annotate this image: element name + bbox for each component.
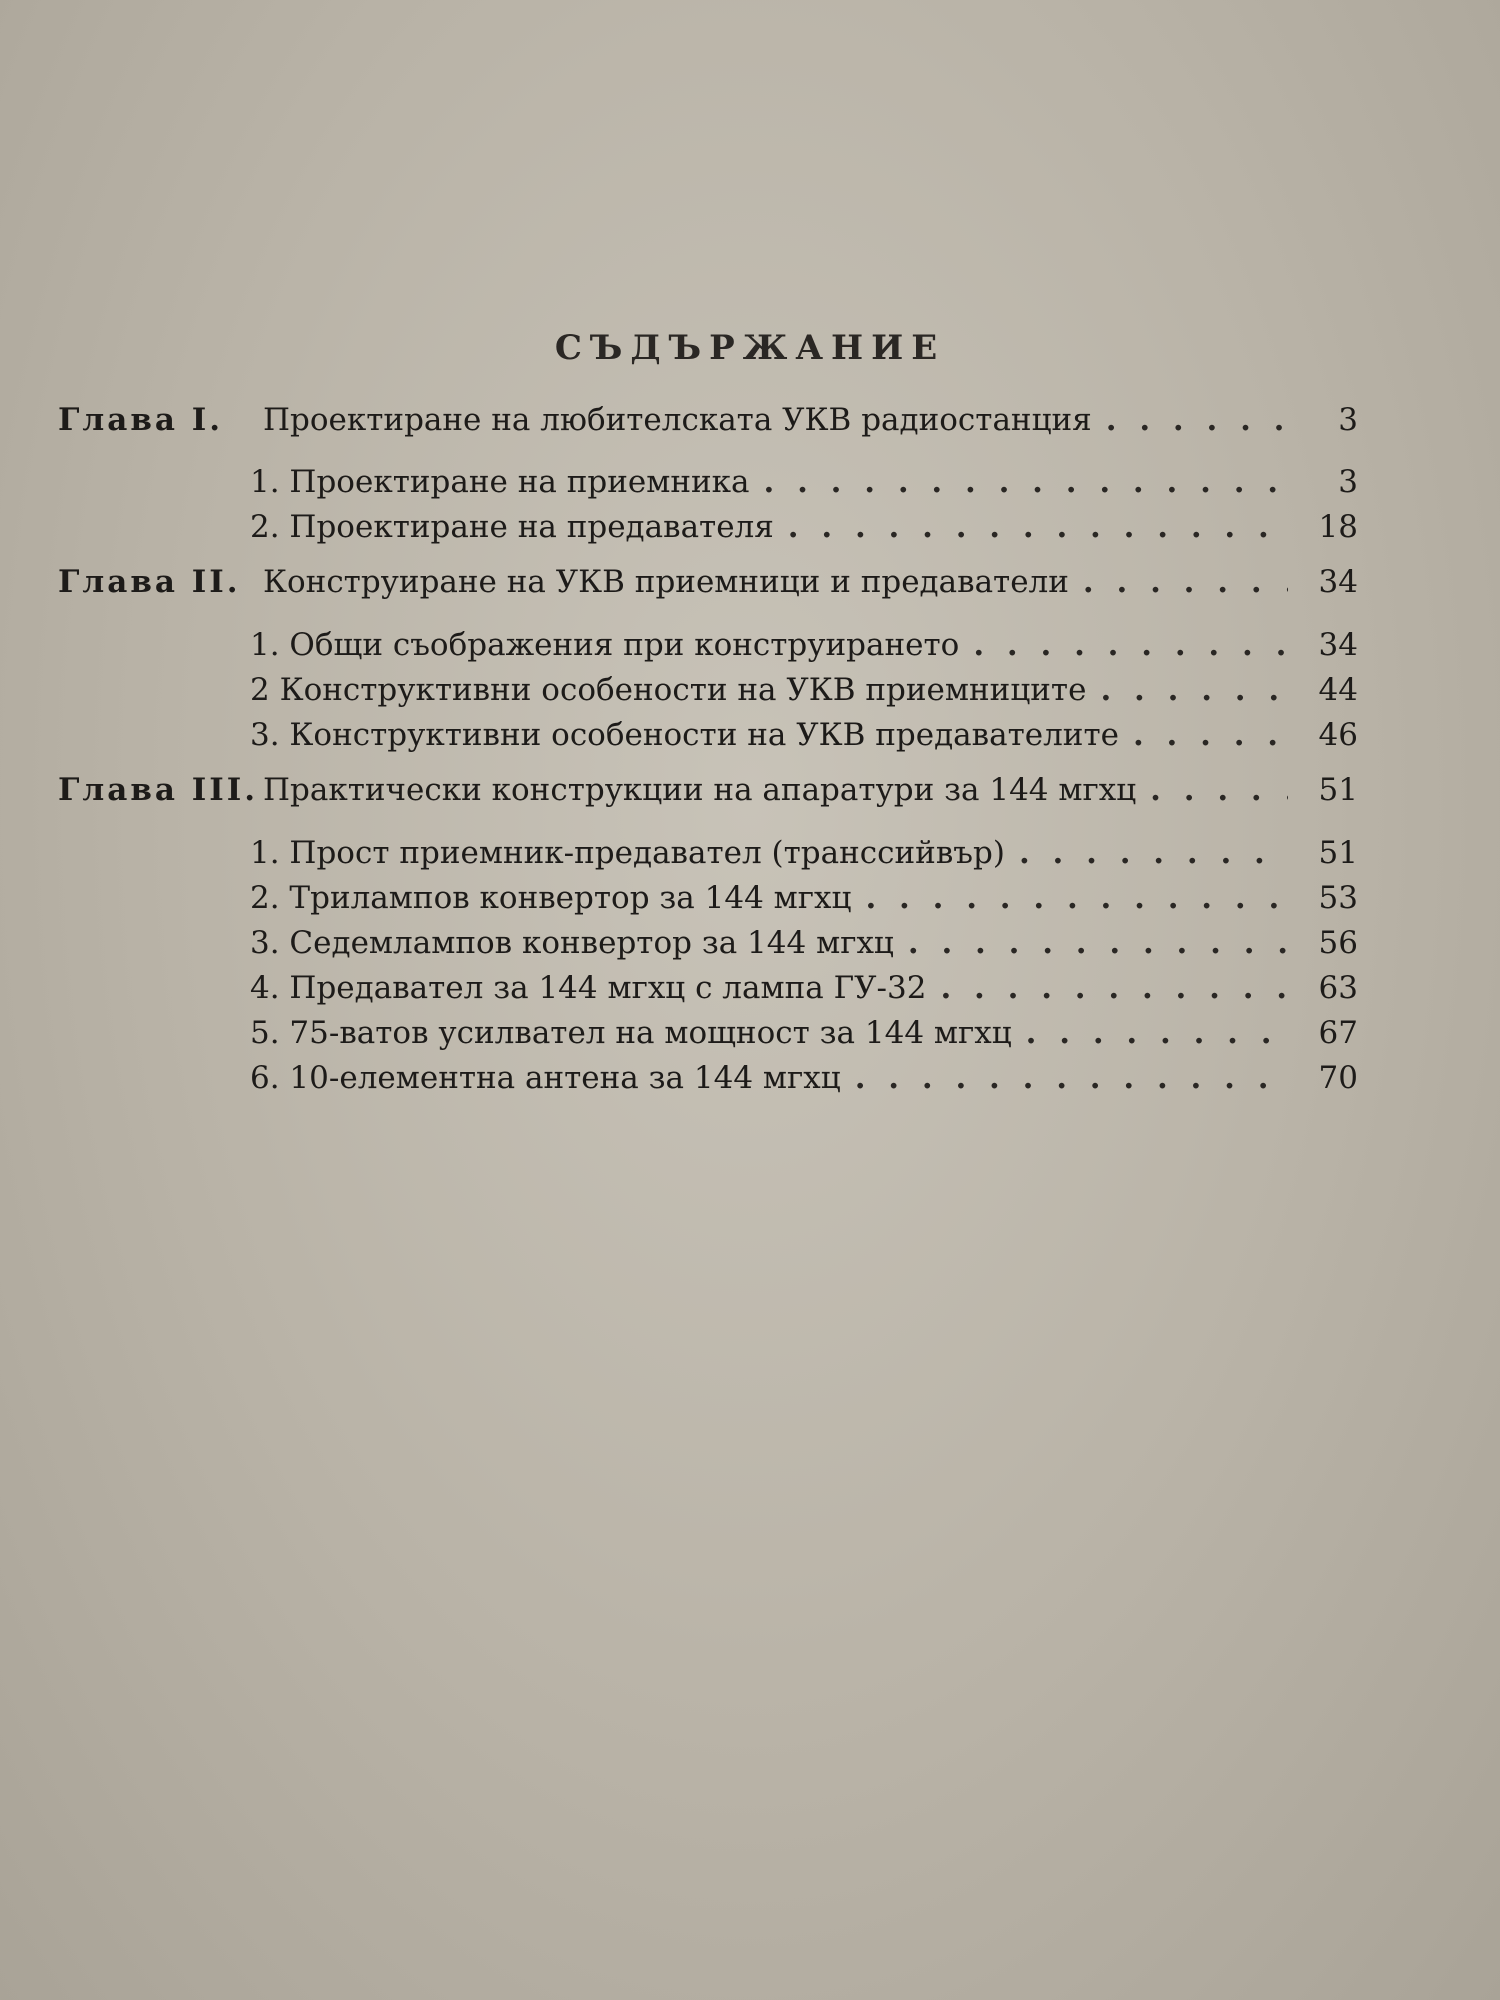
dot-leader xyxy=(1086,670,1288,710)
dot-leader xyxy=(750,462,1289,502)
section-title: 1. Общи съображения при конструирането xyxy=(250,627,960,663)
page-number: 46 xyxy=(1318,717,1358,753)
page-number: 3 xyxy=(1338,402,1358,438)
toc-section-3-5 xyxy=(250,1013,1358,1053)
dot-leader xyxy=(774,507,1288,547)
toc-chapter-2 xyxy=(58,562,1358,602)
dot-leader xyxy=(1119,715,1288,755)
toc-chapter-1 xyxy=(58,400,1358,440)
page-number: 53 xyxy=(1318,880,1358,916)
page-number: 67 xyxy=(1318,1015,1358,1051)
dot-leader xyxy=(851,878,1288,918)
page-number: 18 xyxy=(1318,509,1358,545)
toc-chapter-3 xyxy=(58,770,1358,810)
dot-leader xyxy=(1092,400,1288,440)
page-number: 63 xyxy=(1318,970,1358,1006)
toc-section-1-1 xyxy=(250,462,1358,502)
toc-section-2-1 xyxy=(250,625,1358,665)
toc-section-2-2 xyxy=(250,670,1358,710)
page-number: 34 xyxy=(1318,564,1358,600)
toc-section-3-1 xyxy=(250,833,1358,873)
section-title: 3. Конструктивни особености на УКВ предавателите xyxy=(250,717,1119,753)
dot-leader xyxy=(959,625,1288,665)
chapter-title: Проектиране на любителската УКВ радиостанция xyxy=(263,402,1092,438)
dot-leader xyxy=(841,1058,1288,1098)
page-number: 70 xyxy=(1318,1060,1358,1096)
section-title: 2 Конструктивни особености на УКВ приемниците xyxy=(250,672,1087,708)
chapter-label: Глава III. xyxy=(58,772,259,808)
toc-section-1-2 xyxy=(250,507,1358,547)
chapter-title: Практически конструкции на апаратури за 144 мгхц xyxy=(263,772,1137,808)
page-number: 51 xyxy=(1318,835,1358,871)
dot-leader xyxy=(1012,1013,1288,1053)
toc-section-3-2 xyxy=(250,878,1358,918)
chapter-label: Глава I. xyxy=(58,402,224,438)
page-number: 51 xyxy=(1318,772,1358,808)
dot-leader xyxy=(926,968,1288,1008)
dot-leader xyxy=(1005,833,1288,873)
dot-leader xyxy=(894,923,1288,963)
section-title: 4. Предавател за 144 мгхц с лампа ГУ-32 xyxy=(250,970,927,1006)
section-title: 1. Проектиране на приемника xyxy=(250,464,750,500)
page-number: 34 xyxy=(1318,627,1358,663)
page-number: 44 xyxy=(1318,672,1358,708)
section-title: 1. Прост приемник-предавател (транссийвър) xyxy=(250,835,1005,871)
chapter-label: Глава II. xyxy=(58,564,241,600)
dot-leader xyxy=(1136,770,1288,810)
page-title: СЪДЪРЖАНИЕ xyxy=(554,328,946,368)
toc-section-3-3 xyxy=(250,923,1358,963)
section-title: 3. Седемлампов конвертор за 144 мгхц xyxy=(250,925,894,961)
chapter-title: Конструиране на УКВ приемници и предаватели xyxy=(263,564,1069,600)
dot-leader xyxy=(1069,562,1288,602)
toc-section-2-3 xyxy=(250,715,1358,755)
toc-section-3-4 xyxy=(250,968,1358,1008)
page-number: 3 xyxy=(1338,464,1358,500)
section-title: 2. Трилампов конвертор за 144 мгхц xyxy=(250,880,852,916)
section-title: 6. 10-елементна антена за 144 мгхц xyxy=(250,1060,841,1096)
toc-section-3-6 xyxy=(250,1058,1358,1098)
section-title: 2. Проектиране на предавателя xyxy=(250,509,774,545)
page-number: 56 xyxy=(1318,925,1358,961)
section-title: 5. 75-ватов усилвател на мощност за 144 мгхц xyxy=(250,1015,1012,1051)
